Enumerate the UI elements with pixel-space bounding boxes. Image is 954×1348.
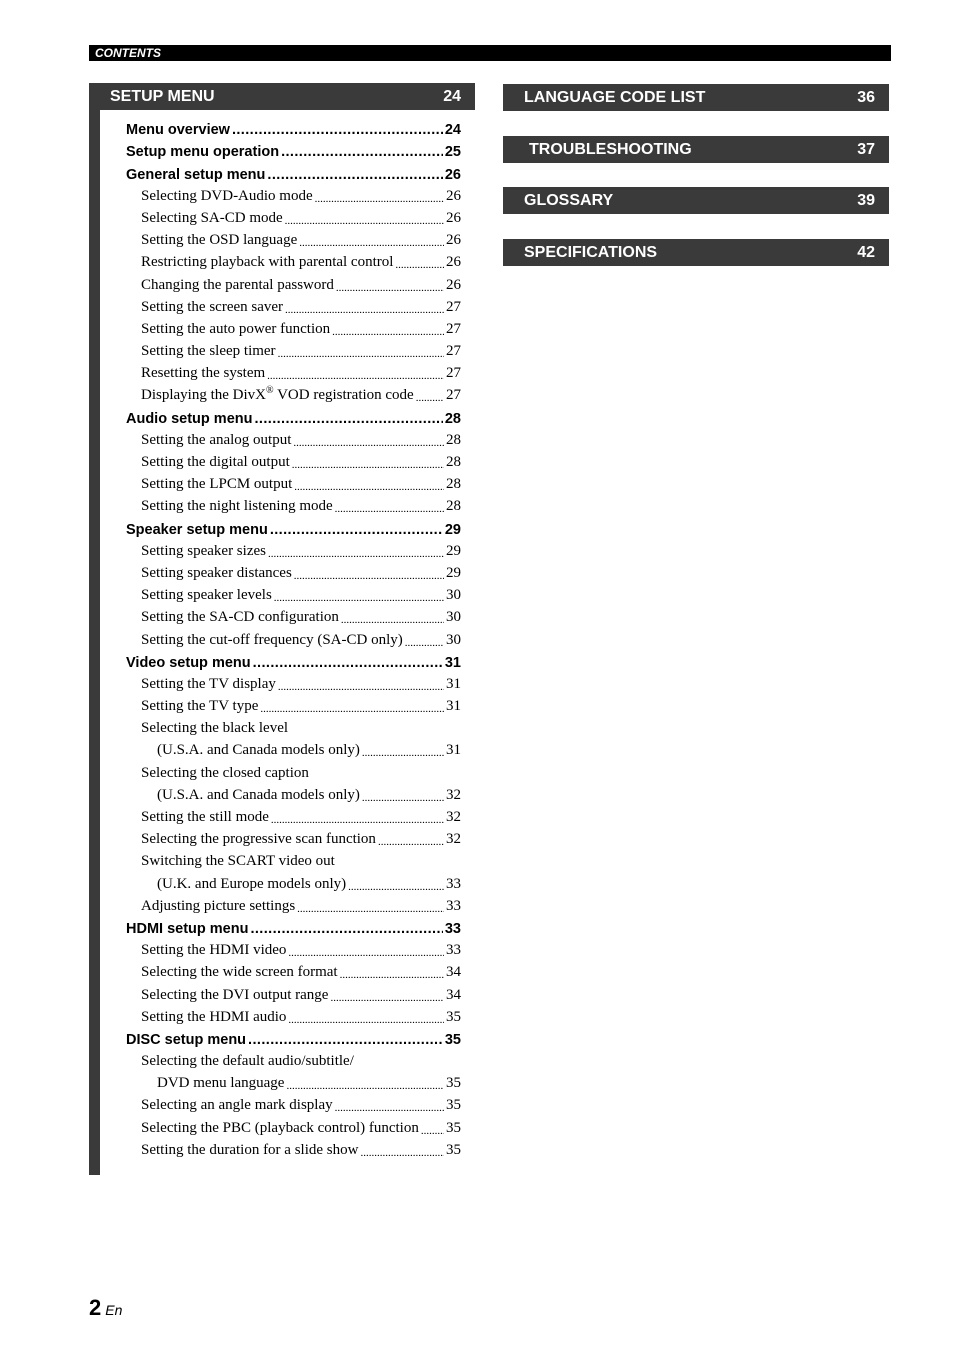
toc-entry-label-text: Setting the OSD language [141,232,298,249]
toc-entry-label [141,277,334,294]
toc-entry-page: 29 [444,521,461,538]
dot-leader [362,792,444,804]
toc-entry[interactable] [126,671,461,693]
toc-entry[interactable] [126,427,461,449]
section-label: CONTENTS [95,46,161,60]
dot-leader [405,637,444,649]
toc-entry-label [141,831,376,848]
dot-leader [232,122,443,138]
toc-entry[interactable] [126,848,461,870]
toc-entry-page: 26 [446,187,461,204]
toc-entry-label [157,787,360,804]
toc-entry-label-text: Audio setup menu [126,410,253,427]
toc-entry-label-text: Setting speaker distances [141,564,292,581]
toc-entry[interactable] [126,338,461,360]
toc-entry-label [141,232,297,249]
toc-entry-page: 33 [446,897,461,914]
toc-entry-label-text: Setting the sleep timer [141,343,276,360]
toc-entry-label-text: Restricting playback with parental control [141,254,394,271]
toc-entry[interactable] [126,582,461,604]
toc-entry-label [141,765,309,782]
dot-leader [332,326,444,338]
toc-entry-page: 28 [446,431,461,448]
toc-entry-label-text: DISC setup menu [126,1031,247,1048]
dot-leader [395,259,444,271]
toc-entry-page: 33 [444,920,461,937]
toc-entry-label [157,876,346,893]
dot-leader [281,144,443,160]
toc-entry[interactable] [126,604,461,626]
toc-entry[interactable] [126,382,461,404]
toc-entry-page: 26 [446,276,461,293]
toc-entry-label-text: DVD menu language [157,1075,285,1092]
toc-entry-label-text: Setting the SA-CD configuration [141,609,339,626]
toc-entry-label-text: HDMI setup menu [126,920,249,937]
dot-leader [270,522,443,538]
toc-entry-page: 26 [446,254,461,271]
dot-leader [285,215,444,227]
toc-entry-label [141,987,328,1004]
dot-leader [416,392,444,404]
toc-entry-page: 29 [446,564,461,581]
toc-entry-label [141,1009,286,1026]
dot-leader [348,881,444,893]
toc-entry-label [126,522,268,538]
toc-entry-page: 35 [446,1075,461,1092]
dot-leader [268,548,444,560]
toc-entry[interactable] [126,626,461,648]
toc-entry-label-text: Selecting DVD-Audio mode [141,187,313,204]
toc-entry-label [141,343,276,360]
toc-entry-label-text: Selecting SA-CD mode [141,209,283,226]
toc-entry-label-text: Adjusting picture settings [141,897,296,914]
toc-entry-label-text: Setting the HDMI audio [141,1008,287,1025]
dot-leader [253,655,443,671]
section-page: 36 [857,89,875,106]
dot-leader [336,282,444,294]
dot-leader [267,167,442,183]
section-title: LANGUAGE CODE LIST [524,89,706,106]
toc-entry[interactable] [126,560,461,582]
dot-leader [297,903,444,915]
toc-entry-label [141,210,283,227]
toc-entry-page: 35 [446,1141,461,1158]
toc-entry[interactable] [126,693,461,715]
toc-entry-label-text: (U.S.A. and Canada models only) [157,742,360,759]
toc-entry-page: 32 [446,809,461,825]
dot-leader [248,1032,443,1048]
dot-leader [294,481,444,493]
toc-entry[interactable] [126,116,461,138]
toc-entry[interactable] [126,471,461,493]
toc-entry-page: 26 [444,166,461,183]
page-footer [89,1295,122,1321]
toc-entry-label [141,565,292,582]
toc-entry[interactable] [126,1114,461,1136]
toc-entry[interactable] [126,538,461,560]
toc-entry-page: 34 [446,986,461,1003]
toc-entry-label-text: General setup menu [126,166,266,183]
dot-leader [360,1147,444,1159]
page-number: 2 [89,1295,102,1320]
toc-entry-page: 35 [446,1097,461,1114]
toc-entry-label [157,1075,284,1092]
toc-entry[interactable] [126,138,461,160]
toc-entry-page: 35 [446,1119,461,1136]
dot-leader [335,503,444,515]
toc-entry[interactable] [126,183,461,205]
toc-entry-label [157,742,360,759]
toc-entry-page: 27 [446,365,461,382]
toc-entry-label [141,632,403,649]
toc-entry-label-text: Selecting the wide screen format [141,964,338,981]
toc-entry[interactable] [126,515,461,537]
toc-entry[interactable] [126,1070,461,1092]
dot-leader [292,459,444,471]
toc-entry-label-text: Setting the LPCM output [141,476,293,493]
toc-entry-page: 27 [446,298,461,315]
dot-leader [278,681,444,693]
toc-entry-page: 28 [446,454,461,470]
toc-entry-label-text: Setup menu operation [126,144,280,161]
toc-entry[interactable] [126,915,461,937]
dot-leader [267,370,444,382]
toc-entry-label [141,853,335,870]
toc-entry-label-text: Setting speaker sizes [141,542,266,559]
toc-entry-label-text: Selecting the progressive scan function [141,831,376,848]
dot-leader [293,437,444,449]
toc-entry-label-text: Setting the digital output [141,454,290,470]
section-title: GLOSSARY [524,192,614,209]
toc-entry[interactable] [126,804,461,826]
section-header-bar [89,45,891,61]
toc-entry-label [141,299,283,316]
toc-entry-label [141,964,338,981]
toc-entry-label [141,720,288,737]
toc-entry-label [141,188,313,205]
toc-entry-label [126,167,265,183]
toc-entry-page: 35 [444,1031,461,1048]
section-page: 42 [857,244,875,261]
toc-entry-label-text: VOD registration code [273,387,414,404]
toc-entry-label [141,454,290,471]
toc-entry-label-text: Selecting an angle mark display [141,1097,333,1114]
toc-entry-label-text: Video setup menu [126,654,251,671]
toc-entry-label-text: Setting the HDMI video [141,942,287,959]
glossary-heading[interactable] [503,187,889,214]
toc-entry-label [141,609,339,626]
setup-menu-title: SETUP MENU [110,88,215,105]
toc-entry-page: 30 [446,587,461,604]
setup-menu-heading[interactable] [89,83,475,110]
toc-entry[interactable] [126,294,461,316]
toc-entry-label [126,411,252,427]
toc-entry-label [141,476,292,493]
setup-menu-side-bar [89,83,100,1175]
toc-entry-page: 26 [446,232,461,249]
dot-leader [285,304,444,316]
toc-entry-page: 30 [446,631,461,648]
table-of-contents [126,116,461,1159]
toc-entry-label-text: Setting the TV type [141,698,259,715]
language-code-list-heading[interactable] [503,84,889,111]
dot-leader [335,1102,444,1114]
toc-entry[interactable] [126,1004,461,1026]
language-code: En [105,1302,123,1318]
toc-entry-page: 31 [444,654,461,671]
toc-entry-page: 28 [446,498,461,515]
toc-entry[interactable] [126,782,461,804]
toc-entry-label-text: Selecting the PBC (playback control) function [141,1119,419,1136]
dot-leader [288,947,444,959]
toc-entry[interactable] [126,1048,461,1070]
toc-entry-label-text: Setting the analog output [141,431,292,448]
toc-entry-page: 28 [444,410,461,427]
toc-entry-label [141,1097,333,1114]
toc-entry-page: 32 [446,831,461,848]
toc-entry-page: 24 [444,122,461,139]
dot-leader [330,992,444,1004]
toc-entry-label-text: Speaker setup menu [126,521,268,538]
dot-leader [362,747,444,759]
toc-entry-label [141,387,414,404]
dot-leader [288,1014,444,1026]
toc-entry-label [141,1142,358,1159]
toc-entry-label-text: Setting speaker levels [141,587,272,604]
dot-leader [271,814,444,826]
toc-entry-label [141,321,330,338]
toc-entry-page: 26 [446,209,461,226]
toc-entry-label [141,676,276,693]
toc-entry-page: 33 [446,942,461,959]
toc-entry[interactable] [126,205,461,227]
toc-entry-page: 32 [446,786,461,803]
toc-entry-label [141,365,265,382]
toc-entry-label [141,898,295,915]
toc-entry-label [141,254,393,271]
toc-entry-page: 31 [446,698,461,715]
toc-entry[interactable] [126,404,461,426]
toc-entry[interactable] [126,160,461,182]
toc-entry-page: 30 [446,609,461,626]
toc-entry-label-text: Displaying the DivX [141,387,266,404]
dot-leader [378,836,444,848]
toc-entry-page: 35 [446,1008,461,1025]
dot-leader [274,592,444,604]
dot-leader [315,193,444,205]
toc-entry[interactable] [126,449,461,471]
toc-entry[interactable] [126,1092,461,1114]
toc-entry[interactable] [126,715,461,737]
toc-entry-page: 31 [446,742,461,759]
toc-entry[interactable] [126,870,461,892]
toc-entry[interactable] [126,649,461,671]
toc-entry[interactable] [126,227,461,249]
toc-entry[interactable] [126,893,461,915]
toc-entry-label [126,921,248,937]
toc-entry-label-text: Changing the parental password [141,276,334,293]
toc-entry-label-text: (U.K. and Europe models only) [157,875,347,892]
section-title: SPECIFICATIONS [524,244,658,261]
toc-entry-label-text: Menu overview [126,122,230,139]
toc-entry-label-text: Setting the still mode [141,809,269,825]
troubleshooting-heading[interactable] [503,136,889,163]
toc-entry[interactable] [126,959,461,981]
toc-entry[interactable] [126,271,461,293]
toc-entry-label [141,498,333,515]
toc-entry-label [126,1032,246,1048]
toc-entry-label-text: Selecting the default audio/subtitle/ [141,1053,354,1070]
dot-leader [340,969,444,981]
toc-entry-page: 34 [446,964,461,981]
section-title: TROUBLESHOOTING [529,141,692,158]
toc-entry-label-text: Selecting the closed caption [141,764,309,781]
toc-entry-label [141,942,286,959]
toc-entry[interactable] [126,1026,461,1048]
toc-entry-page: 27 [446,320,461,337]
dot-leader [294,570,444,582]
toc-entry-page: 25 [444,144,461,161]
dot-leader [299,237,444,249]
dot-leader [254,411,442,427]
specifications-heading[interactable] [503,239,889,266]
toc-entry[interactable] [126,759,461,781]
section-page: 39 [857,192,875,209]
toc-entry[interactable] [126,826,461,848]
toc-entry-page: 31 [446,675,461,692]
toc-entry-label [141,1053,354,1070]
toc-entry-label [141,1120,419,1137]
toc-entry[interactable] [126,493,461,515]
dot-leader [260,703,444,715]
toc-entry[interactable] [126,360,461,382]
toc-entry-label-text: Setting the cut-off frequency (SA-CD only) [141,631,403,648]
toc-entry-label-text: Setting the duration for a slide show [141,1141,359,1158]
toc-entry-label-text: Resetting the system [141,365,266,382]
toc-entry-label [141,432,291,449]
toc-entry-label-text: Setting the TV display [141,675,276,692]
dot-leader [341,614,444,626]
toc-entry-page: 29 [446,542,461,559]
dot-leader [250,921,442,937]
setup-menu-page: 24 [443,88,461,105]
toc-entry-label-text: Setting the night listening mode [141,498,333,515]
toc-entry-label-text: Setting the auto power function [141,320,331,337]
toc-entry-label-text: Selecting the DVI output range [141,986,329,1003]
toc-entry[interactable] [126,316,461,338]
toc-entry-label [141,587,272,604]
dot-leader [278,348,444,360]
toc-entry-label [141,698,258,715]
registered-mark: ® [266,385,274,397]
toc-entry-label [126,122,230,138]
toc-entry-label [126,655,251,671]
toc-entry-label [141,809,269,826]
toc-entry-page: 27 [446,343,461,360]
toc-entry[interactable] [126,1137,461,1159]
toc-entry-label [126,144,279,160]
toc-entry-label-text: (U.S.A. and Canada models only) [157,786,360,803]
toc-entry[interactable] [126,737,461,759]
toc-entry-label-text: Selecting the black level [141,720,289,737]
toc-entry-label [141,543,266,560]
section-page: 37 [857,141,875,158]
toc-entry-label-text: Setting the screen saver [141,298,284,315]
toc-entry-page: 28 [446,476,461,493]
toc-entry-label-text: Switching the SCART video out [141,853,335,870]
dot-leader [286,1080,444,1092]
toc-entry-page: 27 [446,387,461,404]
toc-entry[interactable] [126,937,461,959]
dot-leader [421,1125,444,1137]
toc-entry-page: 33 [446,875,461,892]
toc-entry[interactable] [126,249,461,271]
toc-entry[interactable] [126,981,461,1003]
